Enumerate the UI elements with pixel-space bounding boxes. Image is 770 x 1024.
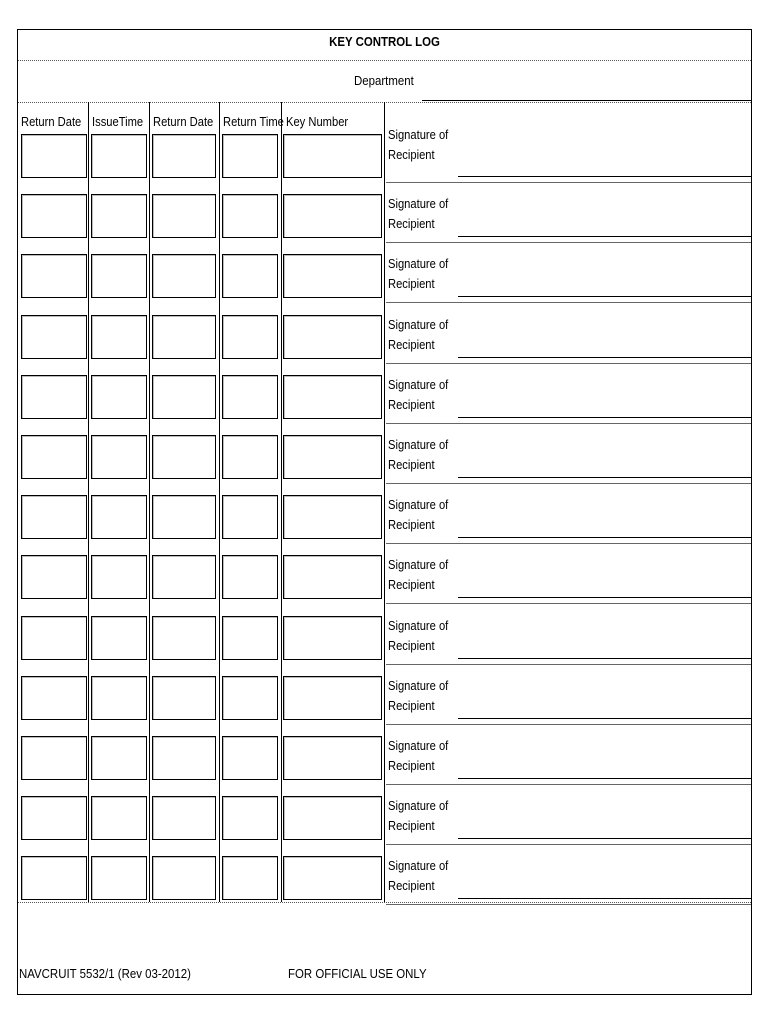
return-time-field[interactable] xyxy=(222,555,278,599)
return-date-2-field[interactable] xyxy=(152,134,216,178)
signature-label-line-2: Recipient xyxy=(388,337,435,352)
signature-label xyxy=(388,736,448,776)
row-divider xyxy=(386,603,751,604)
return-time-field[interactable] xyxy=(222,676,278,720)
return-date-field[interactable] xyxy=(21,315,87,359)
signature-field[interactable] xyxy=(458,658,751,659)
column-header-return-date-2: Return Date xyxy=(153,114,214,129)
row-divider xyxy=(386,904,751,905)
issue-time-field[interactable] xyxy=(91,856,147,900)
key-number-field[interactable] xyxy=(283,676,382,720)
issue-time-field[interactable] xyxy=(91,134,147,178)
signature-label-line-2: Recipient xyxy=(388,457,435,472)
signature-label xyxy=(388,125,448,165)
key-number-field[interactable] xyxy=(283,375,382,419)
return-time-field[interactable] xyxy=(222,435,278,479)
signature-label-line-1: Signature of xyxy=(388,127,449,142)
signature-label-line-1: Signature of xyxy=(388,377,449,392)
return-date-field[interactable] xyxy=(21,495,87,539)
column-divider xyxy=(281,102,282,902)
column-header-key-number: Key Number xyxy=(286,114,349,129)
issue-time-field[interactable] xyxy=(91,254,147,298)
signature-label xyxy=(388,254,448,294)
row-divider xyxy=(386,423,751,424)
key-control-log-form xyxy=(17,29,752,995)
row-divider xyxy=(386,182,751,183)
signature-label-line-2: Recipient xyxy=(388,216,435,231)
row-divider xyxy=(386,844,751,845)
signature-field[interactable] xyxy=(458,537,751,538)
column-header-issue-time: IssueTime xyxy=(92,114,144,129)
column-header-return-date: Return Date xyxy=(21,114,82,129)
department-label: Department xyxy=(354,73,414,88)
return-date-field[interactable] xyxy=(21,375,87,419)
return-date-field[interactable] xyxy=(21,435,87,479)
return-date-field[interactable] xyxy=(21,254,87,298)
signature-label-line-2: Recipient xyxy=(388,758,435,773)
column-divider xyxy=(384,102,385,902)
signature-label xyxy=(388,495,448,535)
return-date-2-field[interactable] xyxy=(152,856,216,900)
key-number-field[interactable] xyxy=(283,194,382,238)
return-date-field[interactable] xyxy=(21,676,87,720)
issue-time-field[interactable] xyxy=(91,315,147,359)
issue-time-field[interactable] xyxy=(91,435,147,479)
signature-label-line-1: Signature of xyxy=(388,678,449,693)
issue-time-field[interactable] xyxy=(91,495,147,539)
signature-label-line-1: Signature of xyxy=(388,798,449,813)
classification-label: FOR OFFICIAL USE ONLY xyxy=(288,966,427,981)
return-time-field[interactable] xyxy=(222,254,278,298)
key-number-field[interactable] xyxy=(283,254,382,298)
issue-time-field[interactable] xyxy=(91,194,147,238)
signature-label-line-1: Signature of xyxy=(388,618,449,633)
row-divider xyxy=(386,543,751,544)
signature-label-line-2: Recipient xyxy=(388,276,435,291)
signature-label-line-1: Signature of xyxy=(388,256,449,271)
return-date-field[interactable] xyxy=(21,616,87,660)
row-divider xyxy=(386,483,751,484)
return-date-2-field[interactable] xyxy=(152,435,216,479)
return-date-2-field[interactable] xyxy=(152,315,216,359)
return-date-2-field[interactable] xyxy=(152,555,216,599)
signature-label xyxy=(388,555,448,595)
row-divider xyxy=(386,242,751,243)
return-time-field[interactable] xyxy=(222,315,278,359)
key-number-field[interactable] xyxy=(283,435,382,479)
signature-label-line-2: Recipient xyxy=(388,698,435,713)
return-time-field[interactable] xyxy=(222,375,278,419)
row-divider xyxy=(386,302,751,303)
signature-field[interactable] xyxy=(458,898,751,899)
signature-label-line-1: Signature of xyxy=(388,738,449,753)
signature-label-line-2: Recipient xyxy=(388,638,435,653)
return-time-field[interactable] xyxy=(222,616,278,660)
return-date-2-field[interactable] xyxy=(152,194,216,238)
issue-time-field[interactable] xyxy=(91,616,147,660)
form-title: KEY CONTROL LOG xyxy=(329,34,440,49)
signature-label xyxy=(388,796,448,836)
return-date-field[interactable] xyxy=(21,856,87,900)
signature-label-line-1: Signature of xyxy=(388,557,449,572)
issue-time-field[interactable] xyxy=(91,736,147,780)
signature-label-line-2: Recipient xyxy=(388,818,435,833)
return-time-field[interactable] xyxy=(222,134,278,178)
signature-label-line-2: Recipient xyxy=(388,517,435,532)
return-date-2-field[interactable] xyxy=(152,676,216,720)
row-divider xyxy=(386,724,751,725)
return-date-2-field[interactable] xyxy=(152,616,216,660)
signature-label-line-1: Signature of xyxy=(388,317,449,332)
return-date-2-field[interactable] xyxy=(152,796,216,840)
return-time-field[interactable] xyxy=(222,796,278,840)
key-number-field[interactable] xyxy=(283,736,382,780)
column-header-return-time: Return Time xyxy=(223,114,284,129)
return-date-2-field[interactable] xyxy=(152,495,216,539)
signature-field[interactable] xyxy=(458,176,751,177)
signature-label-line-2: Recipient xyxy=(388,147,435,162)
signature-field[interactable] xyxy=(458,718,751,719)
row-divider xyxy=(386,363,751,364)
return-time-field[interactable] xyxy=(222,856,278,900)
signature-label xyxy=(388,856,448,896)
return-time-field[interactable] xyxy=(222,495,278,539)
row-divider xyxy=(386,664,751,665)
signature-field[interactable] xyxy=(458,357,751,358)
issue-time-field[interactable] xyxy=(91,375,147,419)
key-number-field[interactable] xyxy=(283,315,382,359)
signature-label-line-1: Signature of xyxy=(388,437,449,452)
return-date-field[interactable] xyxy=(21,555,87,599)
return-date-field[interactable] xyxy=(21,736,87,780)
key-number-field[interactable] xyxy=(283,856,382,900)
signature-label xyxy=(388,315,448,355)
signature-label-line-2: Recipient xyxy=(388,878,435,893)
column-divider xyxy=(149,102,150,902)
key-number-field[interactable] xyxy=(283,495,382,539)
signature-label-line-1: Signature of xyxy=(388,196,449,211)
signature-field[interactable] xyxy=(458,778,751,779)
row-divider xyxy=(386,784,751,785)
key-number-field[interactable] xyxy=(283,616,382,660)
signature-label xyxy=(388,194,448,234)
signature-label xyxy=(388,676,448,716)
return-date-field[interactable] xyxy=(21,796,87,840)
signature-label xyxy=(388,375,448,415)
signature-field[interactable] xyxy=(458,477,751,478)
column-divider xyxy=(219,102,220,902)
signature-label-line-1: Signature of xyxy=(388,497,449,512)
key-number-field[interactable] xyxy=(283,134,382,178)
signature-field[interactable] xyxy=(458,838,751,839)
return-date-2-field[interactable] xyxy=(152,254,216,298)
signature-label-line-1: Signature of xyxy=(388,858,449,873)
signature-field[interactable] xyxy=(458,296,751,297)
signature-label-line-2: Recipient xyxy=(388,577,435,592)
return-date-2-field[interactable] xyxy=(152,375,216,419)
return-date-2-field[interactable] xyxy=(152,736,216,780)
column-divider xyxy=(88,102,89,902)
return-time-field[interactable] xyxy=(222,736,278,780)
signature-field[interactable] xyxy=(458,417,751,418)
return-date-field[interactable] xyxy=(21,194,87,238)
issue-time-field[interactable] xyxy=(91,676,147,720)
signature-label-line-2: Recipient xyxy=(388,397,435,412)
form-number: NAVCRUIT 5532/1 (Rev 03-2012) xyxy=(19,966,191,981)
signature-field[interactable] xyxy=(458,597,751,598)
key-number-field[interactable] xyxy=(283,555,382,599)
return-date-field[interactable] xyxy=(21,134,87,178)
signature-field[interactable] xyxy=(458,236,751,237)
issue-time-field[interactable] xyxy=(91,796,147,840)
issue-time-field[interactable] xyxy=(91,555,147,599)
key-number-field[interactable] xyxy=(283,796,382,840)
signature-label xyxy=(388,435,448,475)
footer-divider xyxy=(18,902,751,903)
signature-label xyxy=(388,616,448,656)
department-field[interactable] xyxy=(422,100,751,101)
title-divider xyxy=(18,60,751,61)
return-time-field[interactable] xyxy=(222,194,278,238)
